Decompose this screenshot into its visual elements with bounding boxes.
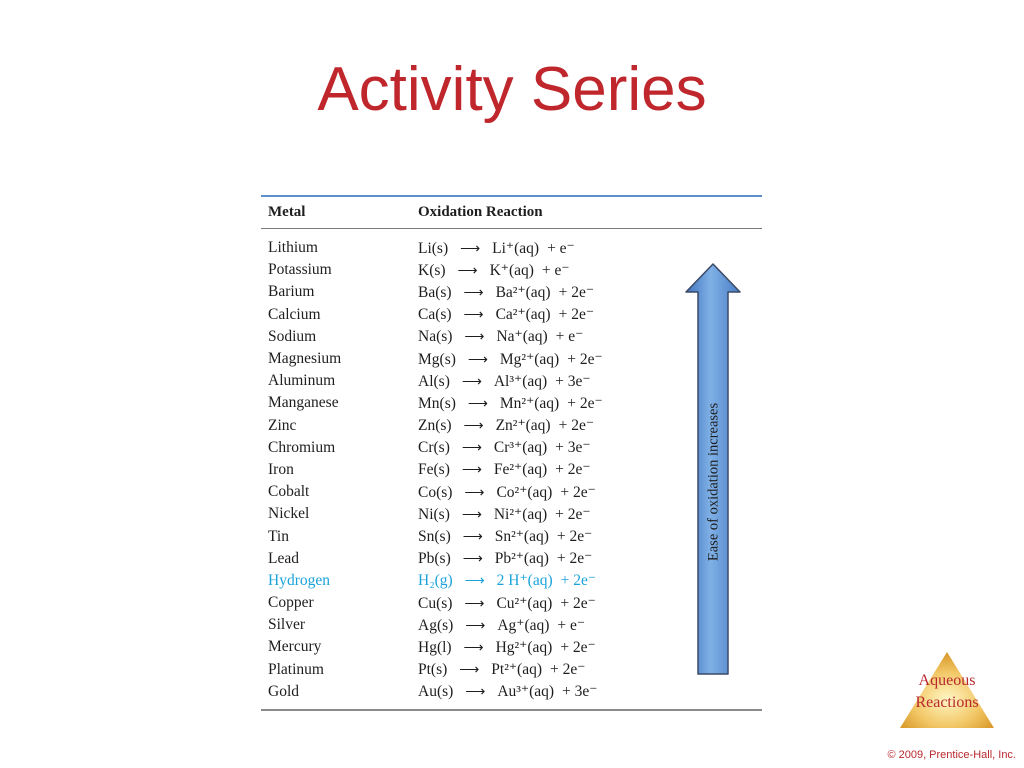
reaction-arrow-icon: ⟶ xyxy=(467,352,488,368)
product-ion: Li⁺(aq) xyxy=(492,239,540,257)
reaction-arrow-icon: ⟶ xyxy=(465,618,486,634)
metal-name: Iron xyxy=(268,460,294,478)
metal-name: Tin xyxy=(268,527,289,545)
electrons: + 2e⁻ xyxy=(556,528,593,546)
reactant: Hg(l) xyxy=(418,638,452,656)
reactant: Fe(s) xyxy=(418,461,450,479)
reactant: Co(s) xyxy=(418,483,453,501)
reaction-arrow-icon: ⟶ xyxy=(461,441,482,457)
slide-title: Activity Series xyxy=(317,55,707,124)
product-ion: Fe²⁺(aq) xyxy=(493,461,548,479)
oxidation-reaction xyxy=(418,239,762,258)
copyright-notice: © 2009, Prentice-Hall, Inc. xyxy=(887,749,1016,761)
reactant: K(s) xyxy=(418,261,446,279)
table-bottom-rule xyxy=(261,709,762,711)
reaction-arrow-icon: ⟶ xyxy=(460,241,481,257)
product-ion: Pt²⁺(aq) xyxy=(491,661,543,679)
metal-name: Lead xyxy=(268,549,299,567)
reactant: Zn(s) xyxy=(418,417,452,435)
reactant: Na(s) xyxy=(418,328,453,346)
metal-name: Barium xyxy=(268,283,315,301)
reactant: Ni(s) xyxy=(418,505,450,523)
reactant: Mn(s) xyxy=(418,394,456,412)
electrons: + 3e⁻ xyxy=(555,439,591,457)
electrons: + 2e⁻ xyxy=(558,283,595,301)
reaction-arrow-icon: ⟶ xyxy=(463,419,484,435)
electrons: + 2e⁻ xyxy=(560,638,596,656)
reactant: Ca(s) xyxy=(418,306,452,324)
reaction-arrow-icon: ⟶ xyxy=(463,285,484,301)
product-ion: Ag⁺(aq) xyxy=(497,616,550,634)
product-ion: K⁺(aq) xyxy=(489,261,534,279)
product-ion: Na⁺(aq) xyxy=(496,328,548,346)
metal-name: Cobalt xyxy=(268,483,310,501)
badge-text xyxy=(898,670,996,714)
product-ion: Ba²⁺(aq) xyxy=(495,283,551,301)
electrons: + e⁻ xyxy=(541,261,570,279)
metal-name: Lithium xyxy=(268,239,318,257)
electrons: + 2e⁻ xyxy=(560,483,596,501)
product-ion: Cu²⁺(aq) xyxy=(496,594,553,612)
product-ion: Mn²⁺(aq) xyxy=(499,394,560,412)
metal-name: Hydrogen xyxy=(268,571,330,589)
metal-name: Manganese xyxy=(268,394,339,412)
reactant: H₂(g) xyxy=(418,572,453,590)
reaction-arrow-icon: ⟶ xyxy=(462,552,483,568)
metal-name: Gold xyxy=(268,682,299,700)
metal-name: Calcium xyxy=(268,305,321,323)
product-ion: 2 H⁺(aq) xyxy=(496,572,553,590)
product-ion: Pb²⁺(aq) xyxy=(494,550,549,568)
electrons: + e⁻ xyxy=(547,239,575,257)
product-ion: Mg²⁺(aq) xyxy=(499,350,560,368)
product-ion: Ca²⁺(aq) xyxy=(495,306,551,324)
metal-name: Mercury xyxy=(268,638,322,656)
table-row xyxy=(261,681,762,703)
electrons: + 2e⁻ xyxy=(567,394,603,412)
reaction-arrow-icon: ⟶ xyxy=(464,330,485,346)
product-ion: Au³⁺(aq) xyxy=(497,683,555,701)
electrons: + 2e⁻ xyxy=(550,661,586,679)
electrons: + 2e⁻ xyxy=(555,505,591,523)
reaction-arrow-icon: ⟶ xyxy=(461,463,482,479)
reaction-arrow-icon: ⟶ xyxy=(464,596,485,612)
reaction-arrow-icon: ⟶ xyxy=(464,485,485,501)
badge-line-1: Aqueous xyxy=(918,672,976,689)
reaction-arrow-icon: ⟶ xyxy=(463,640,484,656)
table-row xyxy=(261,237,762,259)
product-ion: Cr³⁺(aq) xyxy=(493,439,548,457)
product-ion: Ni²⁺(aq) xyxy=(493,505,548,523)
metal-name: Silver xyxy=(268,616,306,634)
reactant: Mg(s) xyxy=(418,350,456,368)
metal-name: Zinc xyxy=(268,416,297,434)
electrons: + 2e⁻ xyxy=(558,417,595,435)
metal-name: Copper xyxy=(268,594,314,612)
electrons: + 2e⁻ xyxy=(567,350,603,368)
header-oxidation-reaction: Oxidation Reaction xyxy=(418,204,543,220)
reaction-arrow-icon: ⟶ xyxy=(463,308,484,324)
reaction-arrow-icon: ⟶ xyxy=(461,374,482,390)
electrons: + 2e⁻ xyxy=(556,550,593,568)
electrons: + 2e⁻ xyxy=(560,594,596,612)
electrons: + 2e⁻ xyxy=(560,572,597,590)
metal-name: Magnesium xyxy=(268,350,342,368)
electrons: + 3e⁻ xyxy=(562,683,598,701)
electrons: + 2e⁻ xyxy=(555,461,591,479)
electrons: + e⁻ xyxy=(557,616,586,634)
electrons: + 3e⁻ xyxy=(555,372,591,390)
product-ion: Zn²⁺(aq) xyxy=(495,417,551,435)
metal-name: Chromium xyxy=(268,438,336,456)
metal-name: Aluminum xyxy=(268,372,336,390)
metal-name: Nickel xyxy=(268,505,310,523)
reactant: Cr(s) xyxy=(418,439,450,457)
product-ion: Sn²⁺(aq) xyxy=(494,528,549,546)
reaction-arrow-icon: ⟶ xyxy=(457,263,478,279)
reaction-arrow-icon: ⟶ xyxy=(467,396,488,412)
metal-name: Platinum xyxy=(268,660,324,678)
badge-line-2: Reactions xyxy=(915,694,979,711)
header-metal: Metal xyxy=(268,204,306,220)
metal-name: Sodium xyxy=(268,327,317,345)
product-ion: Hg²⁺(aq) xyxy=(495,638,553,656)
reactant: Ba(s) xyxy=(418,283,452,301)
electrons: + e⁻ xyxy=(555,328,584,346)
reactant: Sn(s) xyxy=(418,528,451,546)
electrons: + 2e⁻ xyxy=(558,306,595,324)
reactant: Au(s) xyxy=(418,683,454,701)
reaction-arrow-icon: ⟶ xyxy=(464,574,485,590)
product-ion: Al³⁺(aq) xyxy=(493,372,548,390)
oxidation-reaction xyxy=(418,682,762,701)
product-ion: Co²⁺(aq) xyxy=(496,483,553,501)
reaction-arrow-icon: ⟶ xyxy=(462,530,483,546)
reactant: Ag(s) xyxy=(418,616,454,634)
reaction-arrow-icon: ⟶ xyxy=(465,685,486,701)
reactant: Al(s) xyxy=(418,372,450,390)
metal-name: Potassium xyxy=(268,261,332,279)
table-header-row xyxy=(261,197,762,228)
reactant: Li(s) xyxy=(418,239,449,257)
reaction-arrow-icon: ⟶ xyxy=(459,663,480,679)
reaction-arrow-icon: ⟶ xyxy=(461,507,482,523)
reactant: Pb(s) xyxy=(418,550,451,568)
reactant: Cu(s) xyxy=(418,594,453,612)
reactant: Pt(s) xyxy=(418,661,448,679)
